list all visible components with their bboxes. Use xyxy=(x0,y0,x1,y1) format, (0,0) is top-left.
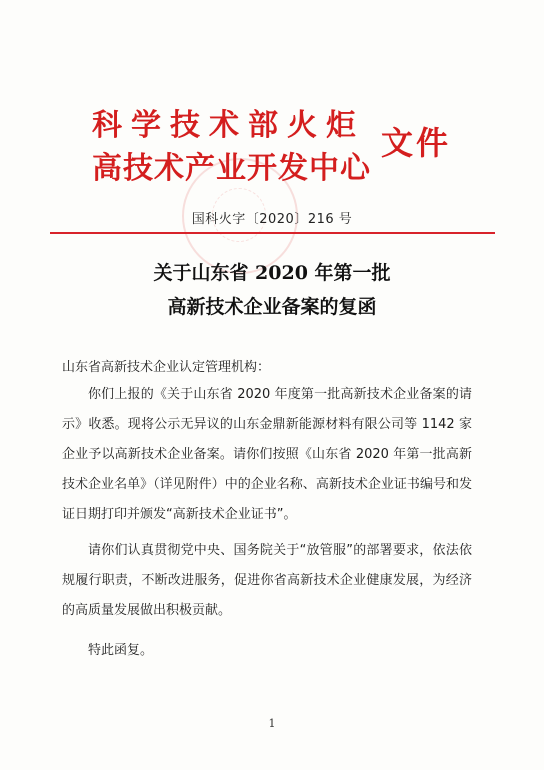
document-number: 国科火字〔2020〕216 号 xyxy=(191,212,353,227)
issuer-name-line-2: 高技术产业开发中心 xyxy=(92,151,371,186)
body-paragraph-2: 请你们认真贯彻党中央、国务院关于“放管服”的部署要求，依法依规履行职责，不断改进服务，促进你省高新技术企业健康发展，为经济的高质量发展做出积极贡献。 xyxy=(62,543,472,618)
addressee: 山东省高新技术企业认定管理机构： xyxy=(62,360,271,375)
document-title-line-1: 关于山东省 2020 年第一批 xyxy=(153,262,391,284)
red-separator-line xyxy=(50,232,495,234)
body-paragraph-1: 你们上报的《关于山东省 2020 年度第一批高新技术企业备案的请示》收悉。现将公示无异议的山东金鼎新能源材料有限公司等 1142 家企业予以高新技术企业备案。请你们按照《山东省 2020 年第一批高新技术企业名单》（详见附件）中的企业名称、高新技术企业证书编号和发证日期打印并颁发“高新技术企业证书”。 xyxy=(62,387,472,522)
page-number: 1 xyxy=(268,717,276,730)
document-title-line-2: 高新技术企业备案的复函 xyxy=(167,296,377,318)
closing-line: 特此函复。 xyxy=(88,643,154,658)
document-type-label: 文件 xyxy=(381,124,452,162)
issuer-name-line-1: 科学技术部火炬 xyxy=(92,108,365,143)
